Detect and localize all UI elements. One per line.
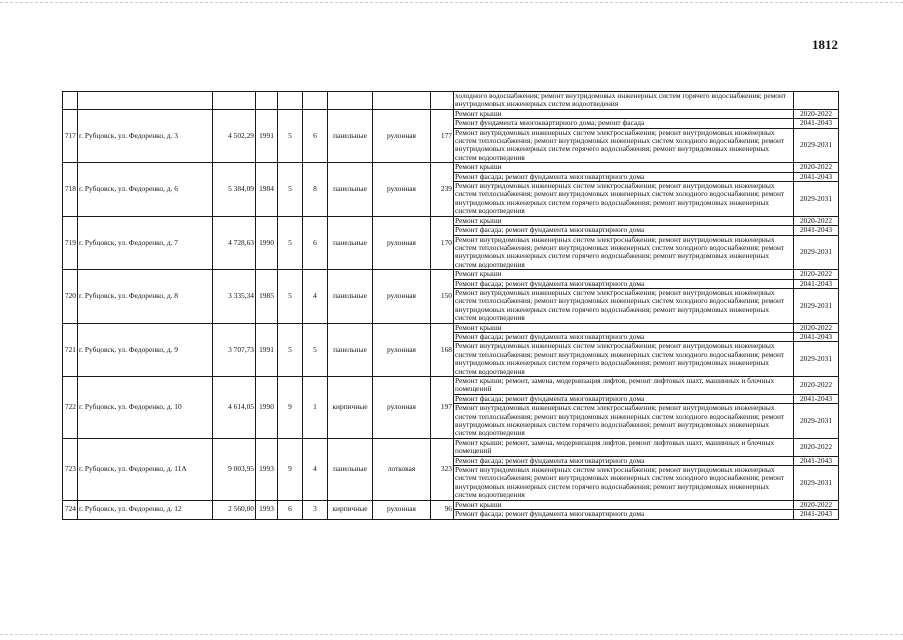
work-period: 2041-2043 <box>794 510 839 519</box>
area-cell: 4 502,29 <box>213 109 256 162</box>
roof-type-cell: рулонная <box>373 216 431 269</box>
empty-floors-cell <box>278 92 303 110</box>
work-period: 2041-2043 <box>794 226 839 235</box>
work-period: 2029-2031 <box>794 404 839 439</box>
work-description: Ремонт внутридомовых инженерных систем электроснабжения; ремонт внутридомовых инженерных систем теплоснабжения; ремонт внутридомовых инженерных систем холодного водоснабжения; ремонт внутридомовых инженерных систем горячего водоснабжения; ремонт внутридомовых инженерных систем водоотведения <box>454 288 794 323</box>
floors-cell: 5 <box>278 323 303 376</box>
year-cell: 1990 <box>256 377 278 439</box>
area-cell: 3 335,34 <box>213 270 256 323</box>
work-period: 2020-2022 <box>794 377 839 395</box>
work-period: 2041-2043 <box>794 172 839 181</box>
empty-area-cell <box>213 92 256 110</box>
wall-material-cell: панельные <box>328 109 373 162</box>
entrances-cell: 8 <box>303 163 328 216</box>
work-period: 2029-2031 <box>794 288 839 323</box>
row-number: 722 <box>63 377 78 439</box>
work-description: Ремонт крыши <box>454 163 794 172</box>
address-cell: г. Рубцовск, ул. Федоренко, д. 9 <box>78 323 213 376</box>
work-description: Ремонт фасада; ремонт фундамента многоквартирного дома <box>454 456 794 465</box>
work-description: Ремонт внутридомовых инженерных систем электроснабжения; ремонт внутридомовых инженерных систем теплоснабжения; ремонт внутридомовых инженерных систем холодного водоснабжения; ремонт внутридомовых инженерных систем горячего водоснабжения; ремонт внутридомовых инженерных систем водоотведения <box>454 404 794 439</box>
year-cell: 1991 <box>256 109 278 162</box>
area-cell: 9 003,95 <box>213 438 256 500</box>
area-cell: 4 728,63 <box>213 216 256 269</box>
roof-type-cell: рулонная <box>373 323 431 376</box>
work-description: Ремонт внутридомовых инженерных систем электроснабжения; ремонт внутридомовых инженерных систем теплоснабжения; ремонт внутридомовых инженерных систем холодного водоснабжения; ремонт внутридомовых инженерных систем горячего водоснабжения; ремонт внутридомовых инженерных систем водоотведения <box>454 182 794 217</box>
work-period: 2020-2022 <box>794 500 839 509</box>
work-period: 2029-2031 <box>794 128 839 163</box>
empty-residents-cell <box>431 92 454 110</box>
work-period: 2020-2022 <box>794 163 839 172</box>
work-period: 2020-2022 <box>794 216 839 225</box>
address-cell: г. Рубцовск, ул. Федоренко, д. 10 <box>78 377 213 439</box>
empty-wall-material-cell <box>328 92 373 110</box>
table-row-continued <box>63 92 839 110</box>
floors-cell: 6 <box>278 500 303 519</box>
wall-material-cell: панельные <box>328 323 373 376</box>
address-cell: г. Рубцовск, ул. Федоренко, д. 8 <box>78 270 213 323</box>
residents-cell: 323 <box>431 438 454 500</box>
entrances-cell: 1 <box>303 377 328 439</box>
work-description: Ремонт фасада; ремонт фундамента многоквартирного дома <box>454 510 794 519</box>
roof-type-cell: рулонная <box>373 270 431 323</box>
work-period <box>794 92 839 110</box>
wall-material-cell: кирпичные <box>328 500 373 519</box>
table-row <box>63 500 839 509</box>
work-period: 2029-2031 <box>794 182 839 217</box>
entrances-cell: 6 <box>303 109 328 162</box>
area-cell: 5 384,09 <box>213 163 256 216</box>
table-row <box>63 216 839 225</box>
entrances-cell: 4 <box>303 270 328 323</box>
year-cell: 1985 <box>256 270 278 323</box>
row-number: 723 <box>63 438 78 500</box>
address-cell: г. Рубцовск, ул. Федоренко, д. 6 <box>78 163 213 216</box>
table-row <box>63 377 839 395</box>
year-cell: 1984 <box>256 163 278 216</box>
address-cell: г. Рубцовск, ул. Федоренко, д. 7 <box>78 216 213 269</box>
work-description: Ремонт фасада; ремонт фундамента многоквартирного дома <box>454 332 794 341</box>
wall-material-cell: панельные <box>328 216 373 269</box>
residents-cell: 177 <box>431 109 454 162</box>
residents-cell: 170 <box>431 216 454 269</box>
wall-material-cell: кирпичные <box>328 377 373 439</box>
year-cell: 1990 <box>256 216 278 269</box>
work-description: Ремонт внутридомовых инженерных систем электроснабжения; ремонт внутридомовых инженерных систем теплоснабжения; ремонт внутридомовых инженерных систем холодного водоснабжения; ремонт внутридомовых инженерных систем горячего водоснабжения; ремонт внутридомовых инженерных систем водоотведения <box>454 128 794 163</box>
area-cell: 2 560,00 <box>213 500 256 519</box>
roof-type-cell: рулонная <box>373 163 431 216</box>
work-description: Ремонт фасада; ремонт фундамента многоквартирного дома <box>454 172 794 181</box>
year-cell: 1993 <box>256 500 278 519</box>
row-number: 719 <box>63 216 78 269</box>
housing-repair-table <box>62 91 839 520</box>
work-period: 2020-2022 <box>794 270 839 279</box>
area-cell: 3 707,73 <box>213 323 256 376</box>
work-description: Ремонт фасада; ремонт фундамента многоквартирного дома <box>454 394 794 403</box>
work-description: Ремонт крыши; ремонт, замена, модернизация лифтов, ремонт лифтовых шахт, машинных и блочных помещений <box>454 377 794 395</box>
empty-year-cell <box>256 92 278 110</box>
work-description: Ремонт крыши <box>454 270 794 279</box>
work-description: Ремонт крыши <box>454 216 794 225</box>
work-description: Ремонт внутридомовых инженерных систем электроснабжения; ремонт внутридомовых инженерных систем теплоснабжения; ремонт внутридомовых инженерных систем холодного водоснабжения; ремонт внутридомовых инженерных систем горячего водоснабжения; ремонт внутридомовых инженерных систем водоотведения <box>454 466 794 501</box>
wall-material-cell: панельные <box>328 270 373 323</box>
row-number: 720 <box>63 270 78 323</box>
residents-cell: 197 <box>431 377 454 439</box>
work-description: Ремонт внутридомовых инженерных систем электроснабжения; ремонт внутридомовых инженерных систем теплоснабжения; ремонт внутридомовых инженерных систем холодного водоснабжения; ремонт внутридомовых инженерных систем горячего водоснабжения; ремонт внутридомовых инженерных систем водоотведения <box>454 235 794 270</box>
work-description: Ремонт фундамента многоквартирного дома; ремонт фасада <box>454 119 794 128</box>
year-cell: 1993 <box>256 438 278 500</box>
work-period: 2029-2031 <box>794 466 839 501</box>
work-period: 2020-2022 <box>794 438 839 456</box>
floors-cell: 5 <box>278 270 303 323</box>
floors-cell: 5 <box>278 216 303 269</box>
work-description: Ремонт фасада; ремонт фундамента многоквартирного дома <box>454 226 794 235</box>
work-description: Ремонт крыши; ремонт, замена, модернизация лифтов, ремонт лифтовых шахт, машинных и блочных помещений <box>454 438 794 456</box>
floors-cell: 9 <box>278 377 303 439</box>
residents-cell: 168 <box>431 323 454 376</box>
residents-cell: 239 <box>431 163 454 216</box>
row-number: 717 <box>63 109 78 162</box>
row-number: 721 <box>63 323 78 376</box>
year-cell: 1991 <box>256 323 278 376</box>
work-period: 2029-2031 <box>794 235 839 270</box>
scan-edge-bottom <box>0 634 903 635</box>
empty-row-number <box>63 92 78 110</box>
work-period: 2029-2031 <box>794 342 839 377</box>
work-period: 2041-2043 <box>794 119 839 128</box>
floors-cell: 5 <box>278 109 303 162</box>
entrances-cell: 4 <box>303 438 328 500</box>
entrances-cell: 5 <box>303 323 328 376</box>
table-row <box>63 109 839 118</box>
area-cell: 4 614,05 <box>213 377 256 439</box>
page-number: 1812 <box>812 37 838 52</box>
row-number: 718 <box>63 163 78 216</box>
wall-material-cell: панельные <box>328 163 373 216</box>
address-cell: г. Рубцовск, ул. Федоренко, д. 12 <box>78 500 213 519</box>
work-period: 2041-2043 <box>794 279 839 288</box>
roof-type-cell: рулонная <box>373 377 431 439</box>
table-row <box>63 163 839 172</box>
scan-edge-top <box>0 2 903 3</box>
entrances-cell: 6 <box>303 216 328 269</box>
work-period: 2041-2043 <box>794 332 839 341</box>
roof-type-cell: лотковая <box>373 438 431 500</box>
floors-cell: 9 <box>278 438 303 500</box>
empty-roof-type-cell <box>373 92 431 110</box>
entrances-cell: 3 <box>303 500 328 519</box>
work-description: Ремонт крыши <box>454 323 794 332</box>
floors-cell: 5 <box>278 163 303 216</box>
table-row <box>63 438 839 456</box>
table-row <box>63 270 839 279</box>
table-row <box>63 323 839 332</box>
work-period: 2041-2043 <box>794 456 839 465</box>
residents-cell: 150 <box>431 270 454 323</box>
work-description: Ремонт фасада; ремонт фундамента многоквартирного дома <box>454 279 794 288</box>
wall-material-cell: панельные <box>328 438 373 500</box>
address-cell: г. Рубцовск, ул. Федоренко, д. 3 <box>78 109 213 162</box>
empty-entrances-cell <box>303 92 328 110</box>
work-description: Ремонт внутридомовых инженерных систем электроснабжения; ремонт внутридомовых инженерных систем теплоснабжения; ремонт внутридомовых инженерных систем холодного водоснабжения; ремонт внутридомовых инженерных систем горячего водоснабжения; ремонт внутридомовых инженерных систем водоотведения <box>454 342 794 377</box>
roof-type-cell: рулонная <box>373 109 431 162</box>
work-description: Ремонт крыши <box>454 109 794 118</box>
roof-type-cell: рулонная <box>373 500 431 519</box>
work-period: 2020-2022 <box>794 323 839 332</box>
residents-cell: 96 <box>431 500 454 519</box>
work-period: 2041-2043 <box>794 394 839 403</box>
row-number: 724 <box>63 500 78 519</box>
empty-address-cell <box>78 92 213 110</box>
address-cell: г. Рубцовск, ул. Федоренко, д. 11А <box>78 438 213 500</box>
work-period: 2020-2022 <box>794 109 839 118</box>
work-description: Ремонт крыши <box>454 500 794 509</box>
work-description: холодного водоснабжения; ремонт внутридомовых инженерных систем горячего водоснабжения; ремонт внутридомовых инженерных систем водоотведения <box>454 92 794 110</box>
